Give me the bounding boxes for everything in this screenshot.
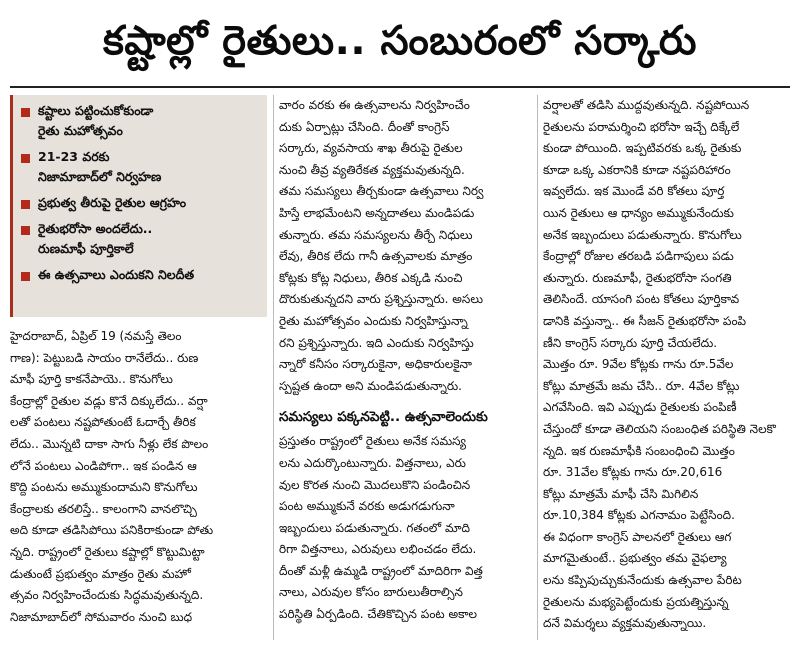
- highlight-line: రైతు మహోత్సవం: [38, 123, 123, 138]
- text-line: స్పష్టత ఉందా అని మండిపడుతున్నారు.: [279, 378, 462, 393]
- text-line: లోనే పంటలు ఎండిపోగా.. ఇక పండిన ఆ: [10, 458, 197, 473]
- text-line: ఇవ్వలేదు. ఇక మొండే వరి కోతలు పూర్త: [543, 184, 725, 199]
- text-line: రైతులను మభ్యపెట్టేందుకు ప్రయత్నిస్తున్న: [543, 594, 729, 609]
- text-line: యిన రైతులు ఆ ధాన్యం అమ్ముకునేందుకు: [543, 205, 734, 220]
- text-line: గాణ): పెట్టుబడి సాయం రానేలేదు.. రుణ: [10, 350, 199, 365]
- highlight-item: [21, 265, 261, 285]
- text-line: మొత్తం రూ. 9వేల కోట్లకు గాను రూ.5వేల: [543, 357, 734, 372]
- text-line: ఎగవేసింది. ఇవి ఎప్పుడు రైతులకు పంపిణీ: [543, 400, 737, 415]
- article-column-3: [543, 95, 793, 635]
- text-line: వారం వరకు ఈ ఉత్సవాలను నిర్వహించేం: [279, 98, 470, 112]
- text-line: కోట్లు మాత్రమే మాఫీ చేసి మిగిలిన: [543, 486, 699, 501]
- text-line: లను కప్పిపుచ్చుకునేందుకు ఉత్సవాల పేరిట: [543, 573, 742, 588]
- text-line: రిగా విత్తనాలు, ఎరువులు లభించడం లేదు.: [279, 542, 477, 557]
- text-line: రూ.10,384 కోట్లకు ఎగనామం పెట్టేసింది.: [543, 508, 735, 523]
- text-line: కేంద్రాలకు తరలిస్తే.. కాలంగాని వానలొచ్చి: [10, 501, 197, 516]
- text-line: కుండా పోయింది. ఇప్పటివరకు ఒక్క రైతుకు: [543, 141, 742, 156]
- highlight-item: [21, 147, 261, 187]
- headline-rule: [10, 86, 790, 88]
- text-line: న్నది. ఇక రుణమాఫీకి సంబంధించి మొత్తం: [543, 443, 735, 458]
- text-line: నాలు, ఎరువుల కోసం బారులుతీరాల్సిన: [279, 585, 463, 600]
- square-bullet-icon: [21, 108, 30, 117]
- highlight-text: [38, 219, 152, 259]
- square-bullet-icon: [21, 154, 30, 163]
- text-line: అది కూడా తడిసిపోయి పనికిరాకుండా పోతు: [10, 523, 214, 538]
- text-line: డానికి వస్తున్నా.. ఈ సీజన్ రైతుభరోసా పంపి: [543, 313, 747, 328]
- text-line: చేస్తుందో కూడా తెలియని సంబంధిత పరిస్థితి నెలకొ: [543, 421, 776, 436]
- text-line: తమ సమస్యలు తీర్చకుండా ఉత్సవాలు నిర్వ: [279, 184, 484, 199]
- highlight-line: రుణమాఫీ పూర్తికాలే: [38, 241, 134, 256]
- highlight-item: [21, 219, 261, 259]
- text-line: కొద్ది పంటను అమ్ముకుందామని కొనుగోలు: [10, 480, 198, 495]
- text-line: సర్కారు, వ్యవసాయ శాఖ తీరుపై రైతుల: [279, 141, 463, 156]
- text-line: రూ. 31వేల కోట్లకు గాను రూ.20,616: [543, 465, 723, 480]
- text-line: లతో పంటలు నష్టపోతుంటే ఓదార్చే తీరిక: [10, 415, 196, 430]
- text-line: హైదరాబాద్, ఏప్రిల్ 19 (నమస్తే తెలం: [10, 329, 182, 343]
- highlight-item: [21, 193, 261, 213]
- text-line: డుతుంటే ప్రభుత్వం మాత్రం రైతు మహో: [10, 566, 191, 581]
- text-line: ఇబ్బందులు పడుతున్నారు. గతంలో మాది: [279, 520, 470, 535]
- text-line: దనే విమర్శలు వ్యక్తమవుతున్నాయి.: [543, 616, 707, 631]
- highlight-text: [38, 101, 153, 141]
- text-line: కూడా ఒక్క ఎకరానికి కూడా నష్టపరిహారం: [543, 162, 731, 177]
- text-line: ప్రస్తుతం రాష్ట్రంలో రైతులు అనేక సమస్య: [279, 434, 466, 449]
- highlight-line: కష్టాలు పట్టించుకోకుండా: [38, 103, 154, 118]
- article-column-1: [10, 326, 267, 628]
- text-line: లను ఎదుర్కొంటున్నారు. విత్తనాలు, ఎరు: [279, 455, 466, 470]
- highlight-text: [38, 193, 186, 213]
- text-line: పరిస్థితి ఏర్పడింది. చేతికొచ్చిన పంట అకాల: [279, 607, 478, 622]
- text-line: న్నది. రాష్ట్రంలో రైతులు కష్టాల్లో కొట్టుమిట్టా: [10, 544, 205, 559]
- text-line: దొరుకుతున్నదని వారు ప్రశ్నిస్తున్నారు. అసలు: [279, 292, 483, 307]
- text-line: రైతులను పరామర్శించి భరోసా ఇచ్చే దిక్కేలే: [543, 119, 740, 134]
- square-bullet-icon: [21, 226, 30, 235]
- text-line: కోట్లు మాత్రమే జమ చేసి.. రూ. 4వేల కోట్లు: [543, 378, 740, 393]
- text-line: లేదు.. మొన్నటి దాకా సాగు నీళ్లు లేక పొలం: [10, 436, 209, 451]
- headline: కష్టాల్లో రైతులు.. సంబురంలో సర్కారు: [103, 18, 697, 64]
- highlight-line: ప్రభుత్వ తీరుపై రైతుల ఆగ్రహం: [38, 195, 187, 210]
- column-divider: [537, 95, 538, 640]
- text-line: నిజామాబాద్‌లో సోమవారం నుంచి బుధ: [10, 609, 193, 624]
- text-line: వర్షాలతో తడిసి ముద్దవుతున్నది. నష్టపోయిన: [543, 98, 750, 112]
- text-line: వుల కొరత నుంచి మొదలుకొని పండించిన: [279, 477, 471, 492]
- text-line: నుంచి తీవ్ర వ్యతిరేకత వ్యక్తమవుతున్నది.: [279, 162, 465, 177]
- highlights-box: [10, 95, 267, 317]
- text-line: కోట్లకు కోట్ల నిధులు, తీరిక ఎక్కడి నుంచి: [279, 270, 463, 285]
- text-line: తున్నారు. రుణమాఫీ, రైతుభరోసా సంగతి: [543, 270, 732, 285]
- subheading: సమస్యలు పక్కనపెట్టి.. ఉత్సవాలెందుకు: [279, 409, 488, 426]
- square-bullet-icon: [21, 200, 30, 209]
- text-line: రని ప్రశ్నిస్తున్నారు. ఇది ఎందుకు నిర్వహిస్తు: [279, 335, 474, 350]
- text-line: లేవు, తీరిక లేదు గానీ ఉత్సవాలకు మాత్రం: [279, 249, 473, 264]
- text-line: పంట అమ్ముకునే వరకు అడుగడుగునా: [279, 499, 455, 514]
- text-line: తెలిసిందే. యాసంగి పంట కోతలు పూర్తికావ: [543, 292, 740, 307]
- square-bullet-icon: [21, 272, 30, 281]
- text-line: దుకు ఏర్పాట్లు చేసింది. దీంతో కాంగ్రెస్: [279, 119, 450, 134]
- highlight-text: [38, 147, 161, 187]
- text-line: దీంతో మళ్లీ ఉమ్మడి రాష్ట్రంలో మాదిరిగా విత్త: [279, 563, 483, 578]
- highlight-line: రైతుభరోసా అందలేదు..: [38, 221, 153, 236]
- text-line: న్నారో కనీసం సర్కారుకైనా, అధికారులకైనా: [279, 357, 473, 372]
- text-line: రైతు మహోత్సవం ఎందుకు నిర్వహిస్తున్నా: [279, 313, 468, 328]
- text-line: ఈ విధంగా కాంగ్రెస్ పాలనలో రైతులు ఆగ: [543, 529, 732, 544]
- highlight-line: నిజామాబాద్‌లో నిర్వహణ: [38, 169, 162, 184]
- text-line: మాఫీ పూర్తి కాకనేపాయె.. కొనుగోలు: [10, 372, 173, 387]
- text-line: అనేక ఇబ్బందులు పడుతున్నారు. కొనుగోలు: [543, 227, 742, 242]
- text-line: త్సవం నిర్వహించేందుకు సిద్ధమవుతున్నది.: [10, 588, 204, 603]
- text-line: హిస్తే లాభమేంటని అన్నదాతలు మండిపడు: [279, 205, 475, 220]
- text-line: తున్నారు. తమ సమస్యలను తీర్చే నిధులు: [279, 227, 473, 242]
- text-line: ణీని కాంగ్రెస్ సర్కారు పూర్తి చేయలేదు.: [543, 335, 718, 350]
- text-line: కేంద్రాల్లో రైతుల వడ్లు కొనే దిక్కులేదు.. వర్షా: [10, 393, 208, 408]
- text-line: కేంద్రాల్లో రోజుల తరబడి పడిగాపులు పడు: [543, 249, 734, 264]
- article-column-2: [279, 95, 531, 626]
- text-line: మాగమైతుంటే.. ప్రభుత్వం తమ వైఫల్యా: [543, 551, 727, 566]
- highlight-text: [38, 265, 194, 285]
- highlight-line: ఈ ఉత్సవాలు ఎందుకని నిలదీత: [38, 267, 195, 282]
- highlight-item: [21, 101, 261, 141]
- highlight-line: 21-23 వరకు: [38, 149, 110, 164]
- column-divider: [273, 95, 274, 640]
